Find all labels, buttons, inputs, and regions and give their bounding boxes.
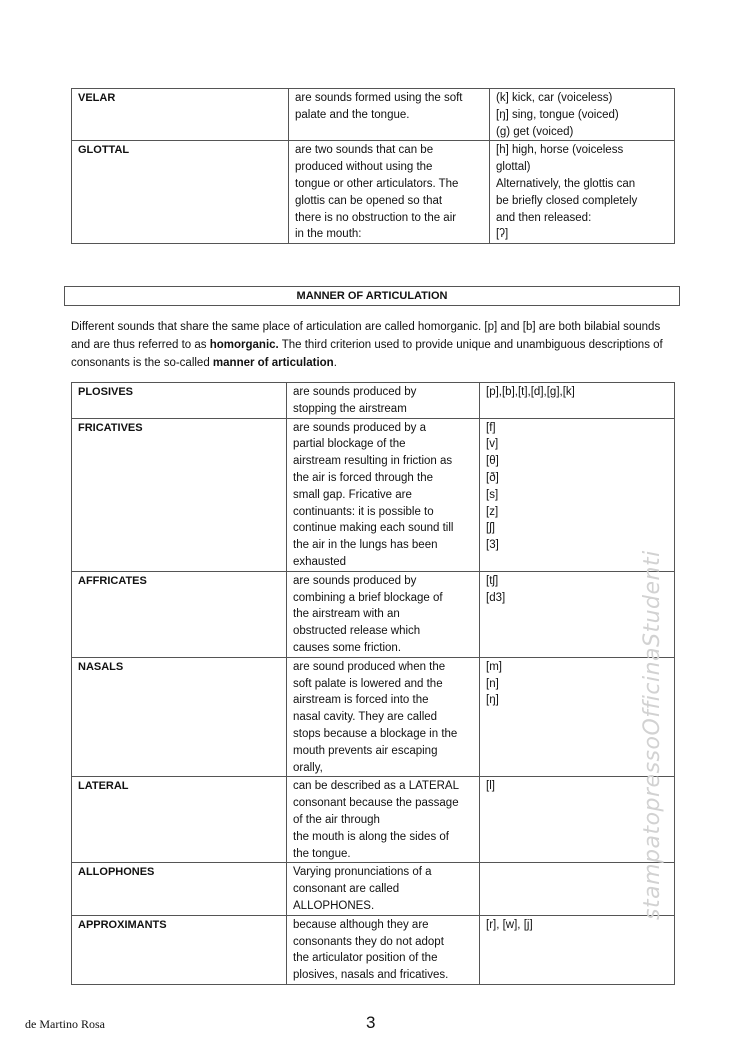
description-cell: are sound produced when the soft palate is lowered and the airstream is forced into the nasal cavity. They are called stops because a blockage in the mouth prevents air escaping orally, (287, 657, 480, 777)
page-number: 3 (366, 1013, 376, 1032)
table-row (72, 777, 675, 863)
examples-cell: [m] [n] [ŋ] (480, 657, 675, 777)
term-cell: LATERAL (72, 777, 287, 863)
table-row (72, 571, 675, 657)
footer-author: de Martino Rosa (25, 1017, 105, 1031)
description-cell: are sounds produced by stopping the airstream (287, 383, 480, 419)
description-cell: are two sounds that can be produced without using the tongue or other articulators. The glottis can be opened so that there is no obstruction to the air in the mouth: (289, 141, 490, 244)
description-cell: are sounds produced by combining a brief blockage of the airstream with an obstructed release which causes some friction. (287, 571, 480, 657)
manner-of-articulation-table (71, 382, 675, 985)
table-row (72, 89, 675, 141)
term-cell: VELAR (72, 89, 289, 141)
term-cell: APPROXIMANTS (72, 915, 287, 984)
examples-cell: [p],[b],[t],[d],[g],[k] (480, 383, 675, 419)
intro-bold-term: manner of articulation (212, 357, 334, 369)
intro-bold-term: homorganic. (209, 339, 279, 351)
table-row (72, 657, 675, 777)
description-cell: can be described as a LATERAL consonant because the passage of the air through the mouth is along the sides of the tongue. (287, 777, 480, 863)
term-cell: AFFRICATES (72, 571, 287, 657)
section-title: MANNER OF ARTICULATION (64, 286, 680, 306)
description-cell: because although they are consonants they do not adopt the articulator position of the plosives, nasals and fricatives. (287, 915, 480, 984)
table-row (72, 141, 675, 244)
table-row (72, 418, 675, 571)
examples-cell: [r], [w], [j] (480, 915, 675, 984)
term-cell: NASALS (72, 657, 287, 777)
term-cell: FRICATIVES (72, 418, 287, 571)
intro-text: The third criterion used to provide unique and unambiguous descriptions of consonants is the so-called (71, 339, 663, 369)
description-cell: are sounds produced by a partial blockage of the airstream resulting in friction as the air is forced through the small gap. Fricative are continuants: it is possible to continue making each sound till the air in the lungs has been exhausted (287, 418, 480, 571)
table-row (72, 863, 675, 915)
intro-text: Different sounds that share the same place of articulation are called homorganic. [p] and [b] are both bilabial sounds and are thus referred to as (71, 321, 661, 351)
place-table-body (72, 89, 675, 244)
description-cell: Varying pronunciations of a consonant are called ALLOPHONES. (287, 863, 480, 915)
intro-text: . (333, 357, 337, 369)
examples-cell: [tʃ] [d3] (480, 571, 675, 657)
term-cell: PLOSIVES (72, 383, 287, 419)
watermark: stampatopressoOfficinaStudenti (640, 550, 665, 920)
description-cell: are sounds formed using the soft palate and the tongue. (289, 89, 490, 141)
table-row (72, 915, 675, 984)
term-cell: ALLOPHONES (72, 863, 287, 915)
examples-cell: [l] (480, 777, 675, 863)
examples-cell: [f] [v] [θ] [ð] [s] [z] [ʃ] [3] (480, 418, 675, 571)
term-cell: GLOTTAL (72, 141, 289, 244)
intro-paragraph (71, 318, 676, 372)
manner-table-body (72, 383, 675, 985)
examples-cell: (k] kick, car (voiceless) [ŋ] sing, tongue (voiced) (g) get (voiced) (490, 89, 675, 141)
examples-cell: [h] high, horse (voiceless glottal) Alternatively, the glottis can be briefly closed completely and then released: [ʔ] (490, 141, 675, 244)
table-row (72, 383, 675, 419)
place-of-articulation-table (71, 88, 675, 244)
